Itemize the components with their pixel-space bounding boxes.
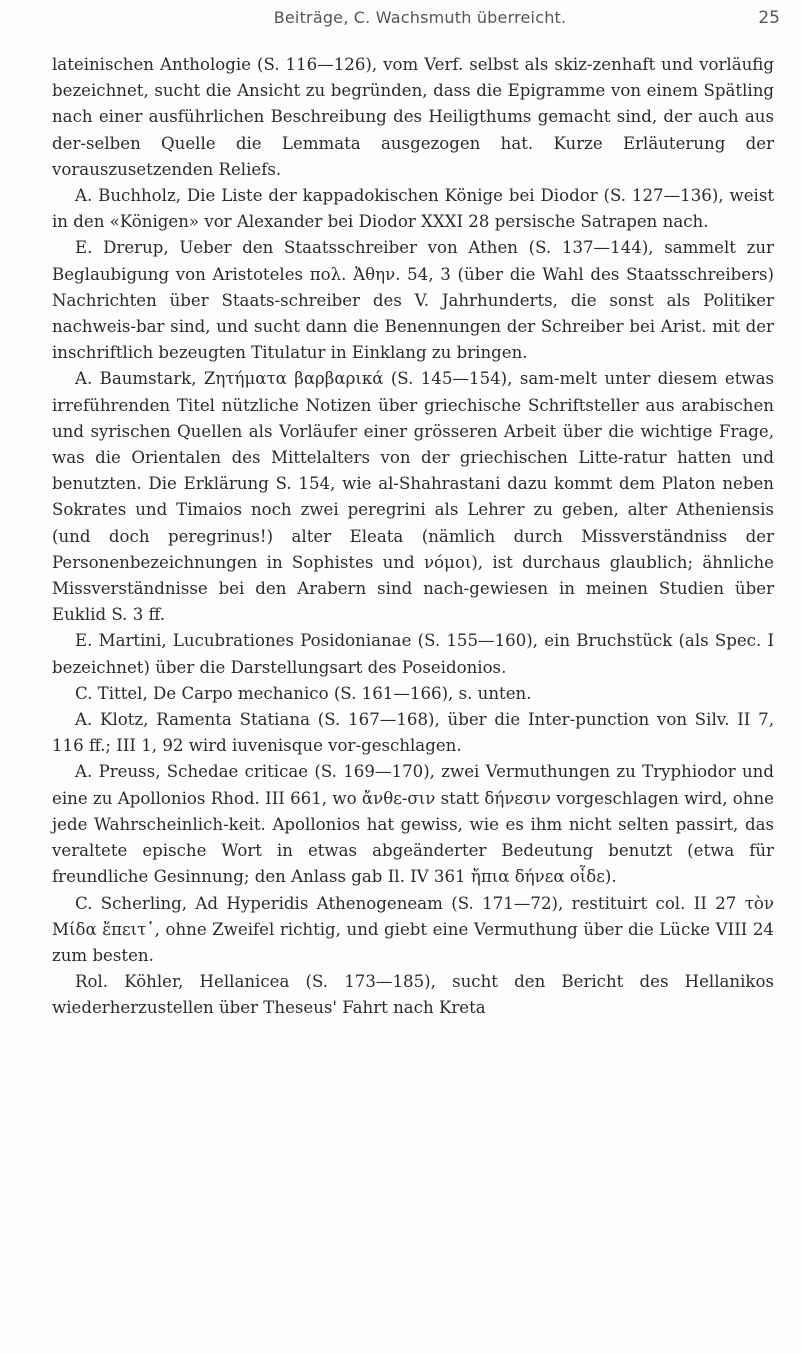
page-number: 25 — [758, 8, 780, 28]
running-head — [60, 8, 780, 34]
paragraph-scherling: C. Scherling, Ad Hyperidis Athenogeneam (S. 171—72), restituirt col. II 27 τὸν Μίδα ἔπειτ᾽, ohne Zweifel richtig, und giebt eine Vermuthung über die Lücke VIII 24 zum besten. — [52, 893, 774, 965]
paragraph-koehler: Rol. Köhler, Hellanicea (S. 173—185), sucht den Bericht des Hellanikos wiederherzustellen über Theseus' Fahrt nach Kreta — [52, 972, 774, 1018]
paragraph-preuss: A. Preuss, Schedae criticae (S. 169—170), zwei Vermuthungen zu Tryphiodor und eine zu Apollonios Rhod. III 661, wo ἄνθε-σιν statt δήνεσιν vorgeschlagen wird, ohne jede Wahrscheinlich-keit. Apollonios hat gewiss, wie es ihm nicht selten passirt, das veraltete epische Wort in etwas abgeänderter Bedeutung benutzt (etwa für freundliche Gesinnung; den Anlass gab Il. IV 361 ἤπια δήνεα οἶδε). — [52, 762, 774, 887]
running-title: Beiträge, C. Wachsmuth überreicht. — [273, 8, 567, 27]
paragraph-klotz: A. Klotz, Ramenta Statiana (S. 167—168), über die Inter-punction von Silv. II 7, 116 ff.; III 1, 92 wird iuvenisque vor-geschlagen. — [52, 710, 774, 756]
paragraph-buchholz: A. Buchholz, Die Liste der kappadokischen Könige bei Diodor (S. 127—136), weist in den «Königen» vor Alexander bei Diodor XXXI 28 persische Satrapen nach. — [52, 186, 774, 232]
paragraph-baumstark: A. Baumstark, Ζητήματα βαρβαρικά (S. 145—154), sam-melt unter diesem etwas irreführenden Titel nützliche Notizen über griechische Schriftsteller aus arabischen und syrischen Quellen als Vorläufer einer grösseren Arbeit über die wichtige Frage, was die Orientalen des Mittelalters von der griechischen Litte-ratur hatten und benutzten. Die Erklärung S. 154, wie al-Shahrastani dazu kommt dem Platon neben Sokrates und Timaios noch zwei peregrini als Lehrer zu geben, alter Atheniensis (und doch peregrinus!) alter Eleata (nämlich durch Missverständniss der Personenbezeichnungen in Sophistes und νόμοι), ist durchaus glaublich; ähnliche Missverständnisse bei den Arabern sind nach-gewiesen in meinen Studien über Euklid S. 3 ff. — [52, 369, 774, 625]
paragraph-drerup: E. Drerup, Ueber den Staatsschreiber von Athen (S. 137—144), sammelt zur Beglaubigung von Aristoteles πολ. Ἀθην. 54, 3 (über die Wahl des Staatsschreibers) Nachrichten über Staats-schreiber des V. Jahrhunderts, die sonst als Politiker nachweis-bar sind, und sucht dann die Benennungen der Schreiber bei Arist. mit der inschriftlich bezeugten Titulatur in Einklang zu bringen. — [52, 238, 774, 363]
paragraph-tittel: C. Tittel, De Carpo mechanico (S. 161—166), s. unten. — [75, 683, 532, 703]
body-text — [52, 52, 774, 1022]
paragraph-martini: E. Martini, Lucubrationes Posidonianae (S. 155—160), ein Bruchstück (als Spec. I bezeichnet) über die Darstellungsart des Poseidonios. — [52, 631, 774, 677]
paragraph-anthologie: lateinischen Anthologie (S. 116—126), vom Verf. selbst als skiz-zenhaft und vorläufig bezeichnet, sucht die Ansicht zu begründen, dass die Epigramme von einem Spätling nach einer ausführlichen Beschreibung des Heiligthums gemacht sind, der auch aus der-selben Quelle die Lemmata ausgezogen hat. Kurze Erläuterung der vorauszusetzenden Reliefs. — [52, 55, 774, 179]
